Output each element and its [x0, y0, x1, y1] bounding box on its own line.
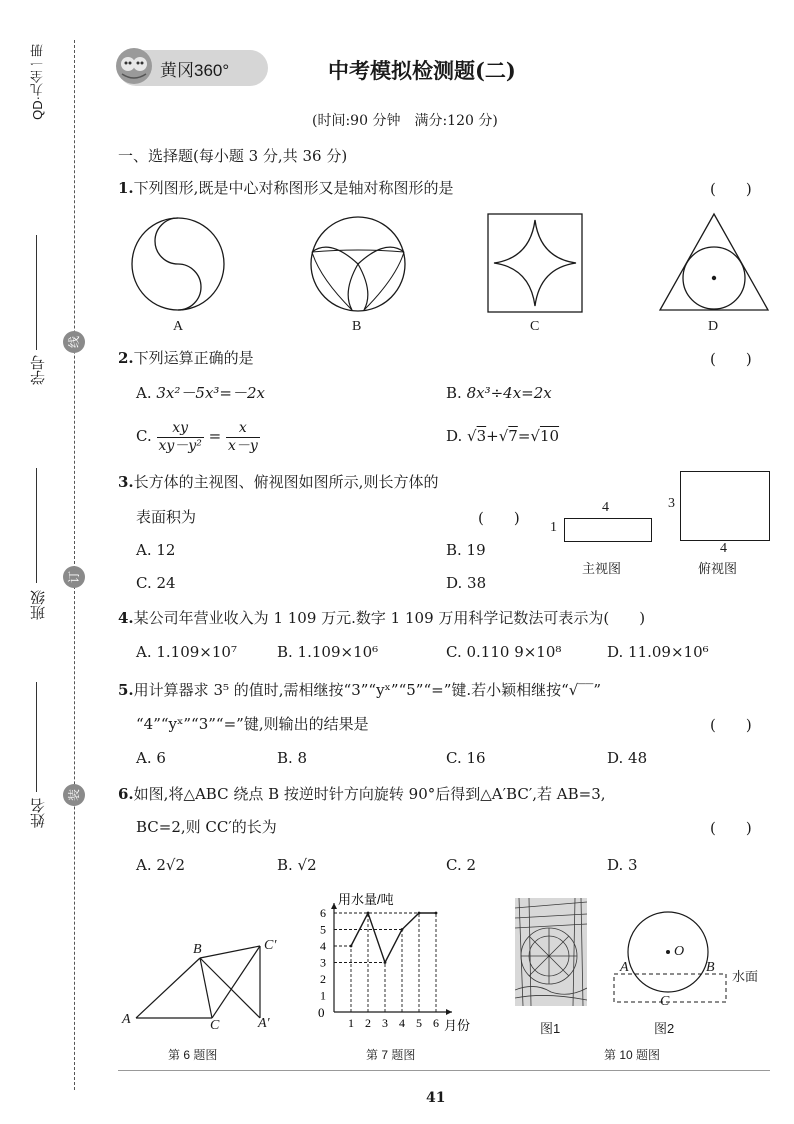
fig7-data-point — [418, 912, 421, 915]
fig7-x-tick: 5 — [416, 1016, 422, 1030]
q3-top-width: 4 — [720, 541, 727, 556]
fig10-waterwheel-photo — [515, 898, 587, 1006]
student-id-blank — [36, 235, 37, 350]
fig7-y-tick: 5 — [320, 922, 326, 937]
name-blank — [36, 682, 37, 792]
q4-option-a: A. 1.109×10⁷ — [136, 643, 237, 661]
fig10-point-b: B — [706, 960, 715, 975]
q6-option-a: A. 2√2 — [136, 856, 186, 874]
fig7-data-point — [401, 928, 404, 931]
fig7-y-tick: 3 — [320, 955, 326, 970]
q2-a-label: A. — [136, 384, 152, 402]
fig10-point-a: A — [620, 960, 629, 975]
fig7-y-tick: 6 — [320, 906, 326, 920]
fig10-point-c: C — [660, 994, 670, 1009]
fig10-sub2: 图2 — [654, 1021, 675, 1036]
page-number: 41 — [426, 1090, 446, 1106]
fig7-x-tick: 3 — [382, 1016, 388, 1030]
fig6-seg-bc-prime — [200, 946, 260, 958]
name-label: 姓名 — [30, 798, 47, 828]
fig7-origin: 0 — [318, 1005, 325, 1020]
q5-option-d: D. 48 — [607, 749, 648, 767]
fig6-caption: 第 6 题图 — [168, 1048, 218, 1062]
q1-stem — [118, 178, 453, 198]
fig6-point-a: A — [122, 1012, 131, 1027]
q2-c-lhs — [157, 420, 204, 455]
q2-c-rhs-den: x－y — [227, 437, 258, 454]
dashed-bind-line — [74, 40, 75, 1090]
q2-text: 下列运算正确的是 — [133, 349, 254, 367]
q6-option-d: D. 3 — [607, 856, 638, 874]
q6-number: 6. — [118, 785, 134, 803]
q1-figure-d — [660, 214, 768, 310]
q6-stem-line1 — [118, 784, 606, 804]
footer-rule — [118, 1070, 770, 1071]
q5-option-b: B. 8 — [277, 749, 308, 767]
q2-b-label: B. — [446, 384, 462, 402]
fig7-x-tick: 4 — [399, 1016, 405, 1030]
binding-margin — [0, 0, 100, 1124]
fig6-point-c: C — [210, 1018, 220, 1033]
q3-option-a: A. 12 — [136, 541, 176, 559]
q4-text: 某公司年营业收入为 1 109 万元.数字 1 109 万用科学记数法可表示为( ) — [133, 609, 646, 627]
q1-label-c: C — [530, 319, 540, 334]
q2-stem — [118, 348, 254, 368]
q2-answer-blank[interactable]: ( ) — [710, 350, 752, 368]
brand-badge — [118, 50, 268, 86]
q1-label-d: D — [708, 319, 719, 334]
fig6-point-c-prime: C′ — [264, 938, 277, 953]
q1-text: 下列图形,既是中心对称图形又是轴对称图形的是 — [133, 179, 454, 197]
class-label: 班级 — [30, 590, 47, 620]
fig7-caption: 第 7 题图 — [366, 1048, 416, 1062]
fig6-point-a-prime: A′ — [258, 1016, 270, 1031]
q3-text2: 表面积为 — [136, 508, 197, 526]
q5-text1: 用计算器求 3⁵ 的值时,需相继按“3”“yˣ”“5”“=”键.若小颖相继按“√‾‾” — [133, 681, 602, 699]
q2-option-a: A. 3x²－5x³=－2x — [136, 384, 265, 402]
q3-front-height: 1 — [550, 520, 557, 535]
q3-top-caption: 俯视图 — [698, 561, 738, 576]
q4-stem — [118, 608, 645, 628]
q2-c-rhs — [226, 420, 260, 455]
q6-text2: BC=2,则 CC′的长为 — [136, 818, 277, 836]
fig10-water-box — [614, 974, 726, 1002]
q6-answer-blank[interactable]: ( ) — [710, 819, 752, 837]
student-id-label: 学号 — [30, 355, 47, 385]
q1-figure-a — [132, 218, 224, 310]
q3-answer-blank[interactable]: ( ) — [478, 509, 520, 527]
q4-option-d: D. 11.09×10⁶ — [607, 643, 709, 661]
series-label: QD·九全一册 — [30, 44, 45, 120]
fig7-x-arrow — [446, 1009, 452, 1015]
section-heading: 一、选择题(每小题 3 分,共 36 分) — [118, 147, 348, 165]
class-blank — [36, 468, 37, 583]
q2-option-b: B. 8x³÷4x=2x — [446, 384, 552, 402]
fig10-sub1: 图1 — [540, 1021, 561, 1036]
q3-text1: 长方体的主视图、俯视图如图所示,则长方体的 — [133, 473, 439, 491]
q3-option-d: D. 38 — [446, 574, 487, 592]
fig6-seg-bc — [200, 958, 212, 1018]
fig7-xlabel: 月份 — [444, 1018, 471, 1033]
q2-option-c — [136, 416, 260, 456]
fig7-series-line — [351, 913, 436, 963]
q3-front-view — [564, 518, 652, 542]
q5-stem-line1 — [118, 680, 601, 700]
fig7-y-tick: 2 — [320, 972, 326, 986]
seal-pack: 装 — [63, 784, 85, 806]
fig10-point-o: O — [674, 944, 685, 959]
q5-answer-blank[interactable]: ( ) — [710, 716, 752, 734]
fig7-data-point — [384, 961, 387, 964]
q3-front-width: 4 — [602, 500, 609, 515]
brand-mascot-icon — [114, 46, 154, 86]
q6-option-b: B. √2 — [277, 856, 317, 874]
q4-option-c: C. 0.110 9×10⁸ — [446, 643, 562, 661]
q1-label-b: B — [352, 319, 362, 334]
q2-c-rhs-num: x — [226, 420, 260, 438]
q3-option-c: C. 24 — [136, 574, 176, 592]
q1-label-a: A — [173, 319, 184, 334]
q5-number: 5. — [118, 681, 134, 699]
fig10-center-dot — [666, 950, 670, 954]
fig7-ylabel: 用水量/吨 — [338, 892, 394, 907]
q2-c-label: C. — [136, 427, 152, 445]
q1-figure-b — [311, 217, 405, 311]
fig7-x-tick: 6 — [433, 1016, 439, 1030]
seal-bind: 订 — [63, 566, 85, 588]
q2-option-d: D. √3+√7=√10 — [446, 427, 560, 445]
q5-text2: “4”“yˣ”“3”“=”键,则输出的结果是 — [136, 715, 369, 733]
q2-c-eq: = — [208, 427, 222, 445]
fig7-data-point — [435, 912, 438, 915]
fig7-y-tick: 1 — [320, 988, 326, 1003]
fig7-marks — [320, 903, 452, 1030]
q3-number: 3. — [118, 473, 134, 491]
q1-figure-c — [488, 214, 582, 312]
fig6-seg-cc-prime — [212, 946, 260, 1018]
fig10-water-label: 水面 — [732, 969, 759, 984]
seal-line: 线 — [63, 331, 85, 353]
q3-stem-line1 — [118, 472, 438, 492]
brand-name: 黄冈360° — [160, 61, 230, 80]
fig7-data-point — [367, 912, 370, 915]
q6-text1: 如图,将△ABC 绕点 B 按逆时针方向旋转 90°后得到△A′BC′,若 AB=3, — [133, 785, 606, 803]
q1-figures — [120, 208, 780, 320]
fig10-diagram — [606, 904, 736, 1008]
fig6-point-b: B — [193, 942, 202, 957]
fig6-seg-ba-prime — [200, 958, 260, 1018]
q2-c-lhs-num: xy — [157, 420, 204, 438]
q6-option-c: C. 2 — [446, 856, 477, 874]
exam-meta: (时间:90 分钟 满分:120 分) — [312, 113, 498, 129]
q2-d-label: D. — [446, 427, 463, 445]
fig7-y-arrow — [331, 903, 337, 909]
q3-top-view — [680, 471, 770, 541]
q4-number: 4. — [118, 609, 134, 627]
fig7-data-point — [350, 945, 353, 948]
fig7-chart — [310, 890, 490, 1040]
q4-option-b: B. 1.109×10⁶ — [277, 643, 379, 661]
q3-option-b: B. 19 — [446, 541, 486, 559]
page-title: 中考模拟检测题(二) — [328, 58, 516, 83]
fig10-caption: 第 10 题图 — [604, 1048, 661, 1062]
q5-option-a: A. 6 — [136, 749, 166, 767]
fig7-y-tick: 4 — [320, 939, 326, 953]
q1-number: 1. — [118, 179, 134, 197]
q5-option-c: C. 16 — [446, 749, 486, 767]
q1-answer-blank[interactable]: ( ) — [710, 180, 752, 198]
fig6-seg-ab — [136, 958, 200, 1018]
q3-front-caption: 主视图 — [582, 561, 622, 576]
q2-number: 2. — [118, 349, 134, 367]
q3-top-height: 3 — [668, 496, 675, 511]
q2-c-lhs-den: xy－y² — [158, 437, 202, 454]
fig7-x-tick: 1 — [348, 1016, 354, 1030]
fig7-x-tick: 2 — [365, 1016, 371, 1030]
